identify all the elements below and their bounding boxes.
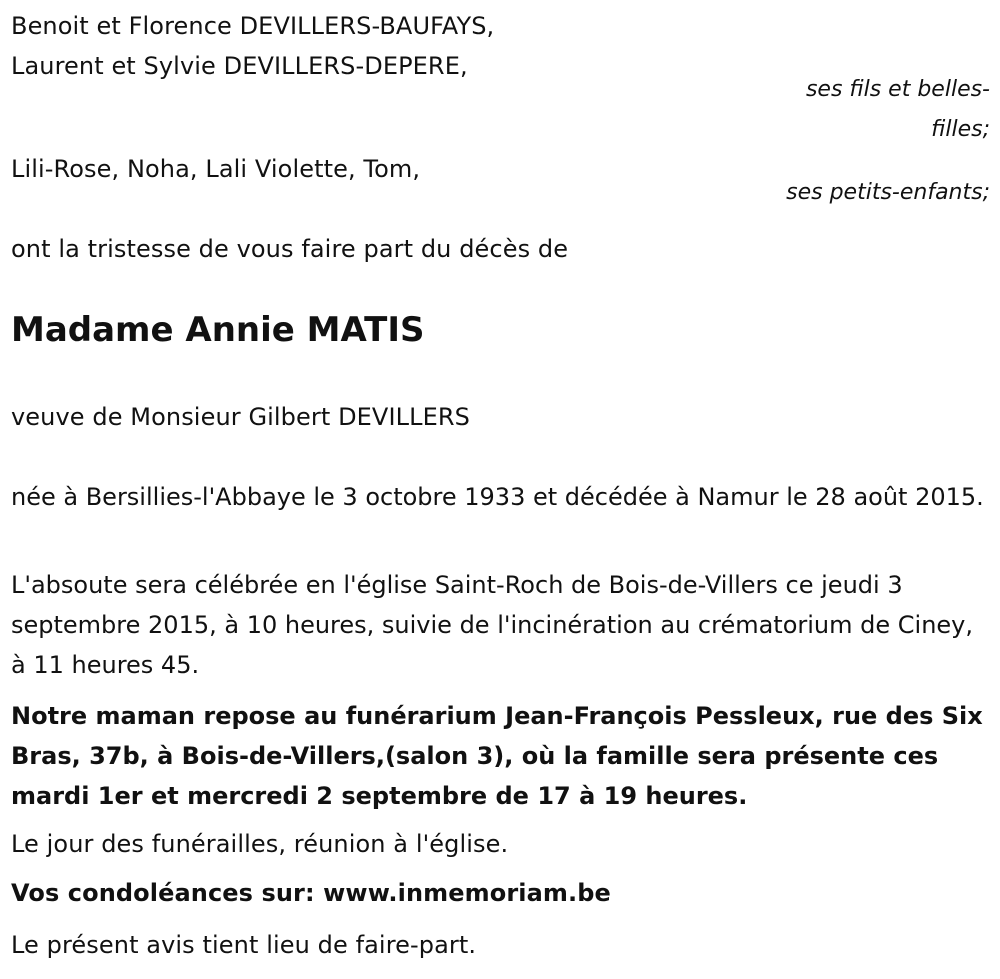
notice-line: Le présent avis tient lieu de faire-part. bbox=[11, 931, 477, 959]
sons-caption-line-2: filles; bbox=[931, 117, 990, 142]
funeral-day-line: Le jour des funérailles, réunion à l'église. bbox=[11, 830, 509, 858]
widow-line: veuve de Monsieur Gilbert DEVILLERS bbox=[11, 403, 470, 431]
condolences-line: Vos condoléances sur: www.inmemoriam.be bbox=[11, 879, 611, 907]
birth-death-paragraph: née à Bersillies-l'Abbaye le 3 octobre 1933 et décédée à Namur le 28 août 2015. bbox=[11, 483, 984, 511]
ceremony-paragraph: L'absoute sera célébrée en l'église Saint-Roch de Bois-de-Villers ce jeudi 3 septembre 2015, à 10 heures, suivie de l'incinération au crématorium de Ciney, à 11 heures 45. bbox=[11, 571, 974, 679]
sons-caption-line-1: ses fils et belles- bbox=[805, 77, 990, 102]
grandchildren-line: Lili-Rose, Noha, Lali Violette, Tom, bbox=[11, 155, 421, 183]
grandchildren-caption: ses petits-enfants; bbox=[786, 180, 990, 205]
intro-line: ont la tristesse de vous faire part du décès de bbox=[11, 235, 569, 263]
family-line-laurent-sylvie: Laurent et Sylvie DEVILLERS-DEPERE, bbox=[11, 52, 468, 80]
deceased-name: Madame Annie MATIS bbox=[11, 310, 425, 350]
funerarium-paragraph: Notre maman repose au funérarium Jean-François Pessleux, rue des Six Bras, 37b, à Bois-de-Villers,(salon 3), où la famille sera présente ces mardi 1er et mercredi 2 septembre de 17 à 19 heures. bbox=[11, 702, 983, 810]
family-line-benoit-florence: Benoit et Florence DEVILLERS-BAUFAYS, bbox=[11, 12, 495, 40]
